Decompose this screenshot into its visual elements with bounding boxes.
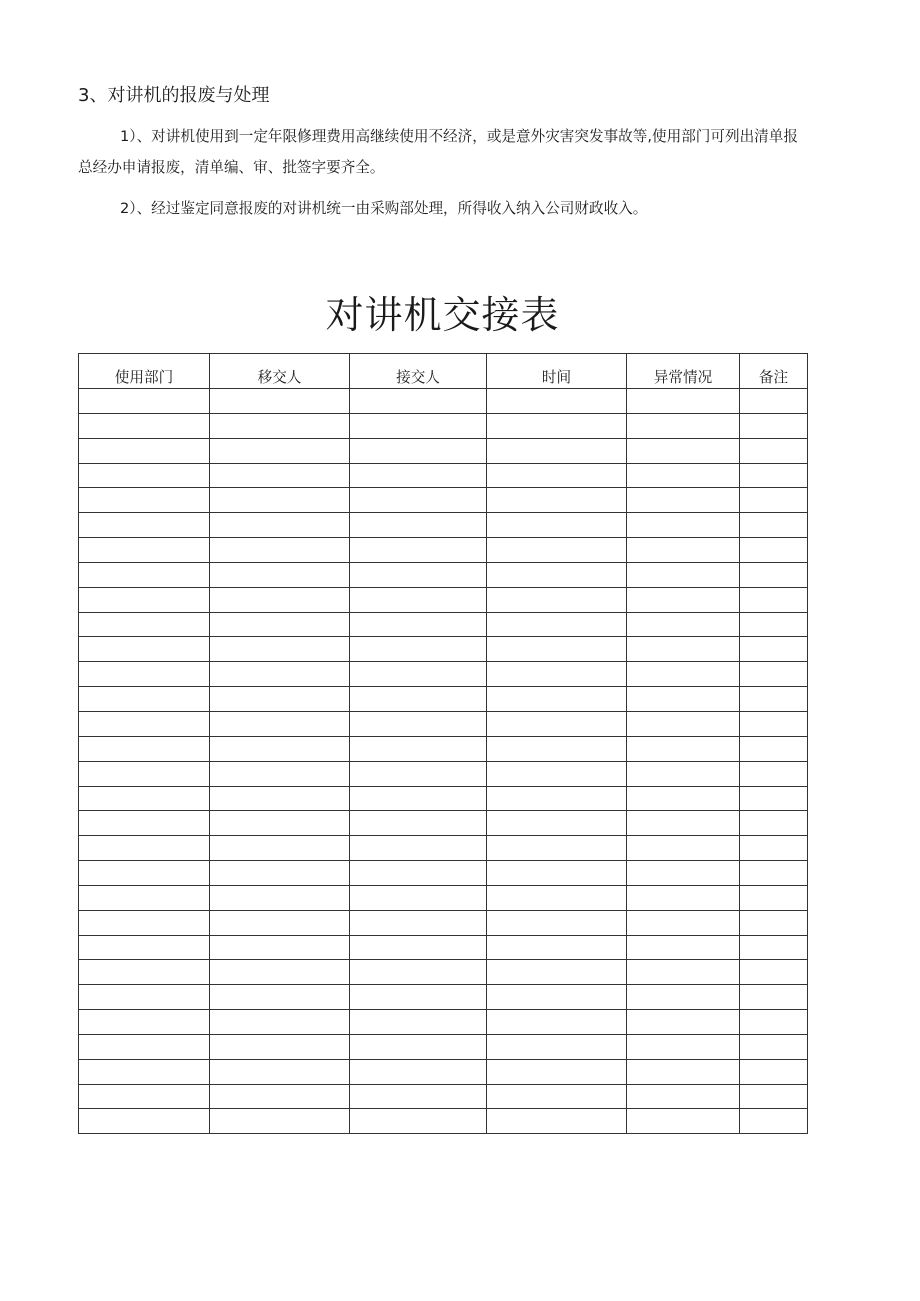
table-cell xyxy=(210,438,350,463)
table-cell xyxy=(210,836,350,861)
table-cell xyxy=(350,538,487,563)
column-header-abnormal-condition: 异常情况 xyxy=(627,354,740,389)
table-cell xyxy=(627,587,740,612)
table-cell xyxy=(627,488,740,513)
table-cell xyxy=(487,513,627,538)
table-row xyxy=(79,488,808,513)
table-row xyxy=(79,463,808,488)
table-row xyxy=(79,861,808,886)
table-cell xyxy=(627,985,740,1010)
table-row xyxy=(79,1109,808,1134)
table-cell xyxy=(79,786,210,811)
table-cell xyxy=(740,761,808,786)
table-cell xyxy=(627,761,740,786)
table-cell xyxy=(740,1109,808,1134)
table-cell xyxy=(487,1059,627,1084)
table-cell xyxy=(627,612,740,637)
table-cell xyxy=(79,761,210,786)
form-title: 对讲机交接表 xyxy=(325,293,560,337)
table-cell xyxy=(627,413,740,438)
table-cell xyxy=(740,935,808,960)
table-cell xyxy=(210,389,350,414)
table-cell xyxy=(79,935,210,960)
table-cell xyxy=(350,935,487,960)
table-cell xyxy=(487,1034,627,1059)
table-cell xyxy=(740,736,808,761)
table-cell xyxy=(79,1109,210,1134)
table-cell xyxy=(740,612,808,637)
table-cell xyxy=(487,1010,627,1035)
table-cell xyxy=(487,836,627,861)
table-cell xyxy=(487,389,627,414)
table-cell xyxy=(487,1084,627,1109)
table-cell xyxy=(350,761,487,786)
table-cell xyxy=(79,811,210,836)
table-cell xyxy=(79,910,210,935)
table-cell xyxy=(487,711,627,736)
table-cell xyxy=(487,786,627,811)
table-cell xyxy=(210,985,350,1010)
table-cell xyxy=(350,861,487,886)
table-cell xyxy=(627,811,740,836)
table-cell xyxy=(79,836,210,861)
column-header-handed-over-by: 移交人 xyxy=(210,354,350,389)
table-cell xyxy=(627,538,740,563)
table-cell xyxy=(210,736,350,761)
table-row xyxy=(79,836,808,861)
table-row xyxy=(79,1034,808,1059)
table-cell xyxy=(210,761,350,786)
column-header-received-by: 接交人 xyxy=(350,354,487,389)
table-cell xyxy=(210,662,350,687)
table-header-row xyxy=(79,354,808,389)
table-cell xyxy=(740,587,808,612)
table-cell xyxy=(487,1109,627,1134)
table-row xyxy=(79,711,808,736)
table-cell xyxy=(627,389,740,414)
table-cell xyxy=(350,985,487,1010)
table-cell xyxy=(79,463,210,488)
table-cell xyxy=(350,389,487,414)
table-cell xyxy=(79,389,210,414)
table-cell xyxy=(740,488,808,513)
table-row xyxy=(79,612,808,637)
table-cell xyxy=(487,985,627,1010)
table-cell xyxy=(350,488,487,513)
table-cell xyxy=(740,985,808,1010)
table-cell xyxy=(740,413,808,438)
table-cell xyxy=(740,637,808,662)
table-cell xyxy=(627,662,740,687)
table-cell xyxy=(210,1059,350,1084)
table-cell xyxy=(210,687,350,712)
table-cell xyxy=(79,985,210,1010)
table-cell xyxy=(627,786,740,811)
table-cell xyxy=(740,538,808,563)
table-row xyxy=(79,960,808,985)
table-cell xyxy=(79,662,210,687)
table-cell xyxy=(79,488,210,513)
table-cell xyxy=(350,662,487,687)
table-cell xyxy=(210,612,350,637)
table-row xyxy=(79,438,808,463)
table-cell xyxy=(487,488,627,513)
table-cell xyxy=(740,885,808,910)
table-cell xyxy=(350,637,487,662)
table-row xyxy=(79,761,808,786)
table-cell xyxy=(487,463,627,488)
table-cell xyxy=(210,786,350,811)
table-cell xyxy=(740,811,808,836)
table-cell xyxy=(350,1084,487,1109)
table-cell xyxy=(210,885,350,910)
table-cell xyxy=(210,811,350,836)
table-cell xyxy=(79,538,210,563)
table-cell xyxy=(740,861,808,886)
table-cell xyxy=(487,538,627,563)
table-cell xyxy=(210,587,350,612)
table-cell xyxy=(79,687,210,712)
table-cell xyxy=(627,687,740,712)
table-cell xyxy=(487,438,627,463)
table-cell xyxy=(487,612,627,637)
column-header-remarks: 备注 xyxy=(740,354,808,389)
table-cell xyxy=(740,513,808,538)
table-cell xyxy=(350,513,487,538)
table-cell xyxy=(79,1059,210,1084)
table-row xyxy=(79,885,808,910)
table-cell xyxy=(740,1084,808,1109)
table-cell xyxy=(627,861,740,886)
table-cell xyxy=(740,786,808,811)
table-cell xyxy=(210,637,350,662)
table-cell xyxy=(627,637,740,662)
table-cell xyxy=(627,463,740,488)
table-cell xyxy=(79,736,210,761)
table-cell xyxy=(350,438,487,463)
table-cell xyxy=(627,1109,740,1134)
table-cell xyxy=(740,1059,808,1084)
table-cell xyxy=(210,538,350,563)
table-cell xyxy=(740,1010,808,1035)
table-cell xyxy=(627,711,740,736)
table-cell xyxy=(487,662,627,687)
table-cell xyxy=(79,612,210,637)
table-cell xyxy=(487,960,627,985)
table-row xyxy=(79,562,808,587)
table-cell xyxy=(79,1010,210,1035)
table-cell xyxy=(740,910,808,935)
table-cell xyxy=(210,1084,350,1109)
table-cell xyxy=(79,861,210,886)
table-cell xyxy=(79,438,210,463)
table-cell xyxy=(210,1010,350,1035)
table-cell xyxy=(79,637,210,662)
table-cell xyxy=(210,711,350,736)
table-cell xyxy=(210,413,350,438)
table-cell xyxy=(79,711,210,736)
table-cell xyxy=(740,711,808,736)
paragraph-scrap-conditions: 1）、对讲机使用到一定年限修理费用高继续使用不经济，或是意外灾害突发事故等,使用部门可列出清单报总经办申请报废，清单编、审、批签字要齐全。 xyxy=(78,128,798,176)
table-cell xyxy=(487,910,627,935)
table-row xyxy=(79,637,808,662)
handover-table xyxy=(78,353,808,1134)
table-row xyxy=(79,736,808,761)
table-row xyxy=(79,538,808,563)
section-heading: 3、对讲机的报废与处理 xyxy=(78,85,270,106)
table-cell xyxy=(350,413,487,438)
paragraph-scrap-disposal: 2）、经过鉴定同意报废的对讲机统一由采购部处理，所得收入纳入公司财政收入。 xyxy=(120,200,648,217)
table-cell xyxy=(210,488,350,513)
table-cell xyxy=(740,687,808,712)
table-cell xyxy=(350,612,487,637)
table-row xyxy=(79,662,808,687)
table-cell xyxy=(350,811,487,836)
table-cell xyxy=(79,1084,210,1109)
table-cell xyxy=(210,861,350,886)
table-cell xyxy=(627,1010,740,1035)
table-cell xyxy=(350,587,487,612)
column-header-department: 使用部门 xyxy=(79,354,210,389)
table-cell xyxy=(627,562,740,587)
table-row xyxy=(79,389,808,414)
table-cell xyxy=(210,1034,350,1059)
table-cell xyxy=(487,935,627,960)
table-cell xyxy=(79,960,210,985)
table-row xyxy=(79,811,808,836)
table-cell xyxy=(627,438,740,463)
column-header-time: 时间 xyxy=(487,354,627,389)
table-cell xyxy=(350,711,487,736)
table-cell xyxy=(627,935,740,960)
table-cell xyxy=(350,910,487,935)
table-cell xyxy=(350,836,487,861)
table-cell xyxy=(350,885,487,910)
table-cell xyxy=(740,836,808,861)
table-cell xyxy=(210,463,350,488)
table-row xyxy=(79,786,808,811)
table-cell xyxy=(350,562,487,587)
table-cell xyxy=(487,885,627,910)
table-cell xyxy=(627,885,740,910)
table-cell xyxy=(79,413,210,438)
table-cell xyxy=(350,463,487,488)
table-row xyxy=(79,935,808,960)
table-row xyxy=(79,1010,808,1035)
table-cell xyxy=(350,687,487,712)
table-cell xyxy=(210,910,350,935)
table-cell xyxy=(627,1034,740,1059)
table-row xyxy=(79,513,808,538)
table-cell xyxy=(627,910,740,935)
table-row xyxy=(79,985,808,1010)
table-cell xyxy=(350,736,487,761)
table-cell xyxy=(627,736,740,761)
table-cell xyxy=(627,1084,740,1109)
table-cell xyxy=(740,438,808,463)
table-cell xyxy=(79,562,210,587)
table-cell xyxy=(740,960,808,985)
table-body xyxy=(79,389,808,1134)
table-row xyxy=(79,587,808,612)
table-cell xyxy=(487,861,627,886)
table-cell xyxy=(350,1059,487,1084)
table-cell xyxy=(79,1034,210,1059)
table-cell xyxy=(350,786,487,811)
table-cell xyxy=(487,587,627,612)
table-row xyxy=(79,1084,808,1109)
table-cell xyxy=(79,587,210,612)
table-row xyxy=(79,1059,808,1084)
table-cell xyxy=(487,413,627,438)
table-cell xyxy=(627,513,740,538)
table-cell xyxy=(487,562,627,587)
table-cell xyxy=(210,960,350,985)
table-cell xyxy=(487,811,627,836)
table-cell xyxy=(487,736,627,761)
table-cell xyxy=(350,1010,487,1035)
table-cell xyxy=(210,935,350,960)
table-cell xyxy=(487,687,627,712)
table-cell xyxy=(210,562,350,587)
table-cell xyxy=(210,513,350,538)
table-cell xyxy=(740,389,808,414)
table-cell xyxy=(627,960,740,985)
table-cell xyxy=(627,1059,740,1084)
table-row xyxy=(79,413,808,438)
table-cell xyxy=(79,513,210,538)
table-cell xyxy=(487,761,627,786)
table-cell xyxy=(740,562,808,587)
table-cell xyxy=(740,1034,808,1059)
table-cell xyxy=(627,836,740,861)
table-cell xyxy=(79,885,210,910)
table-cell xyxy=(487,637,627,662)
table-cell xyxy=(740,662,808,687)
table-row xyxy=(79,687,808,712)
table-cell xyxy=(210,1109,350,1134)
table-cell xyxy=(350,1109,487,1134)
table-cell xyxy=(350,1034,487,1059)
table-cell xyxy=(740,463,808,488)
table-row xyxy=(79,910,808,935)
table-cell xyxy=(350,960,487,985)
